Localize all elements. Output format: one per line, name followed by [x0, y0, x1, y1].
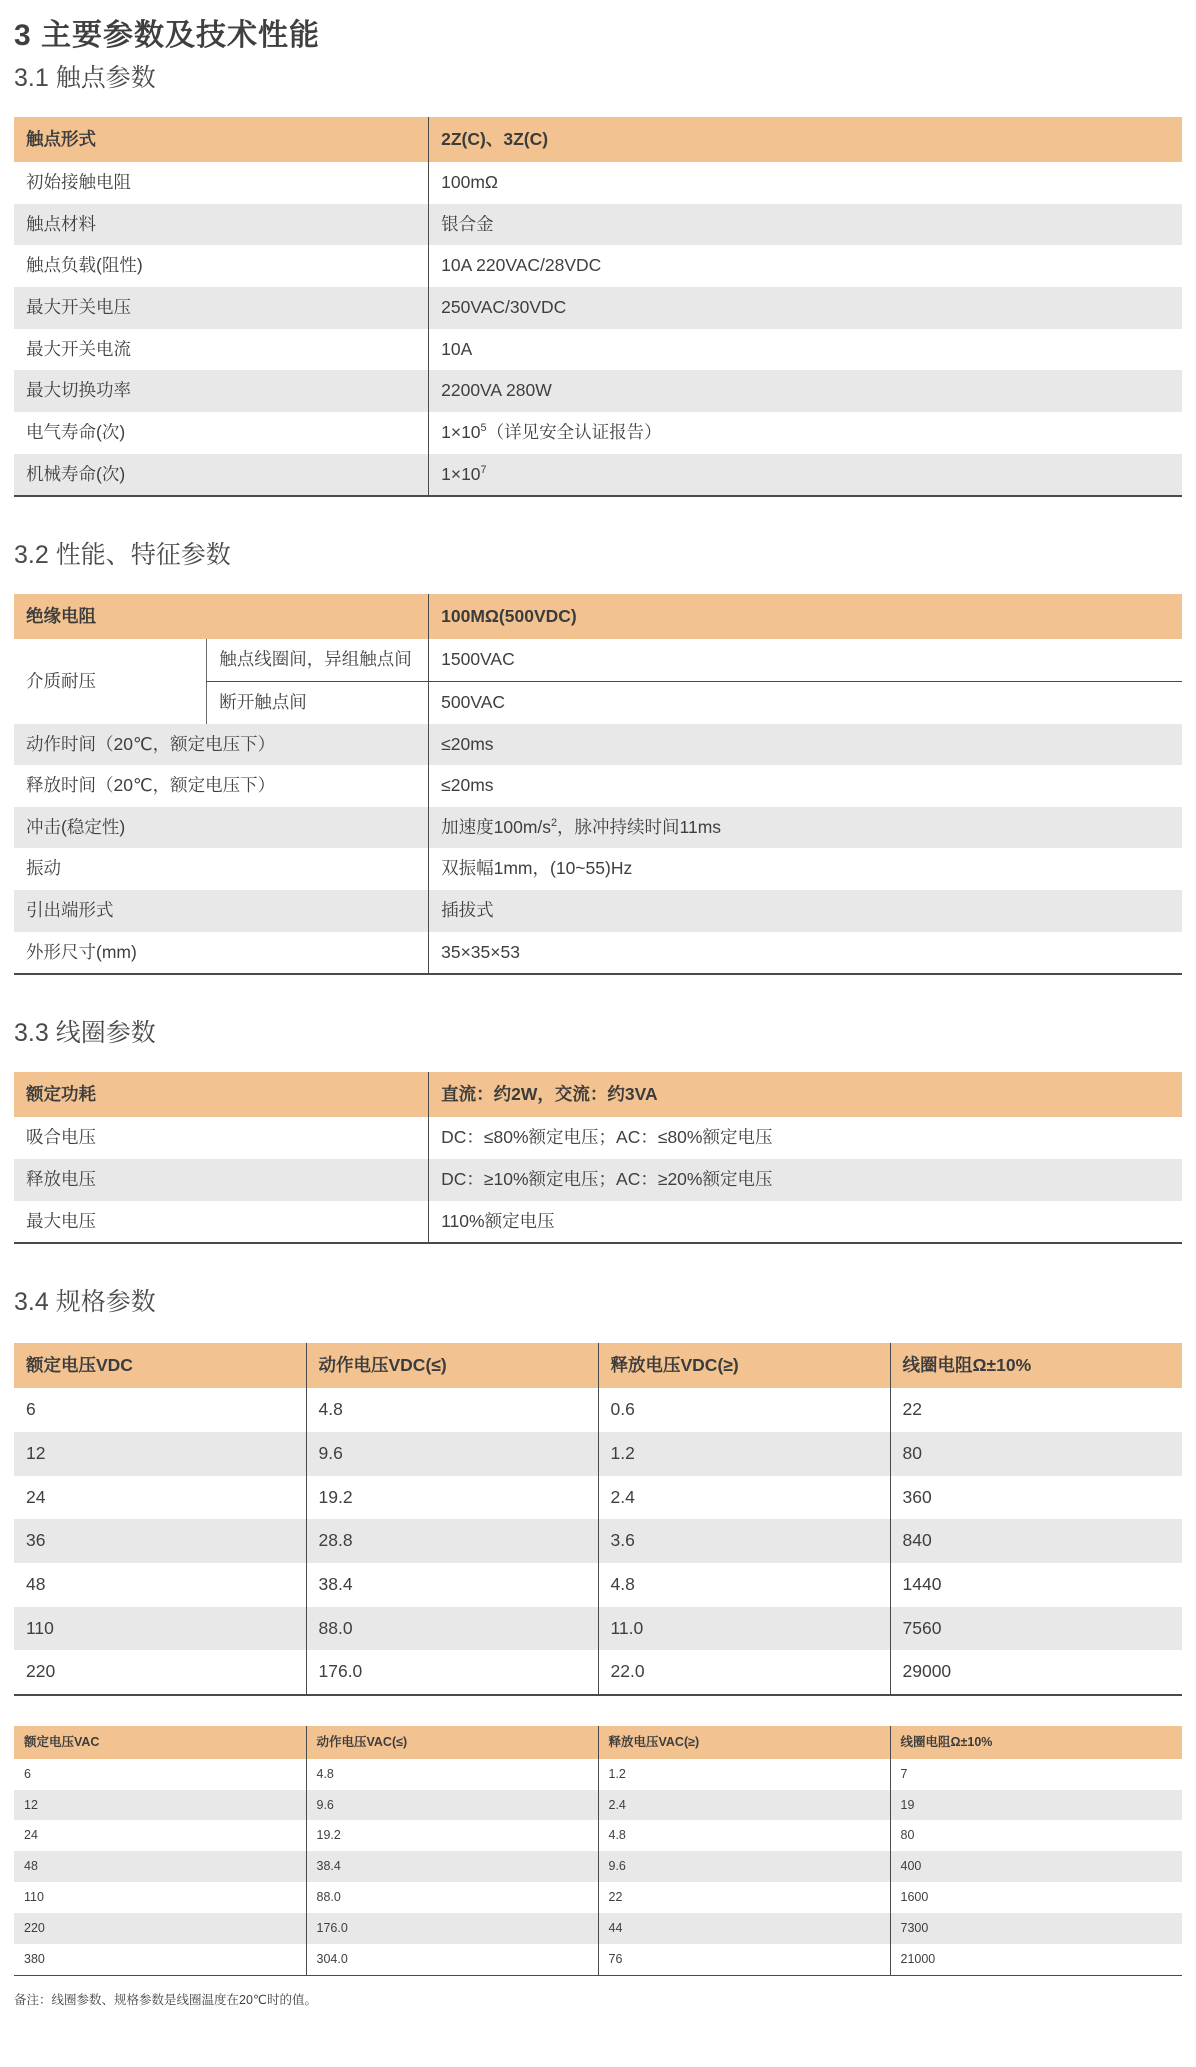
- table-cell: 9.6: [306, 1790, 598, 1821]
- table-cell: 176.0: [306, 1650, 598, 1695]
- table-header-row: [14, 1072, 1182, 1118]
- row-value: 110%额定电压: [429, 1201, 1182, 1244]
- table-row: [14, 724, 1182, 766]
- table-row: [14, 1201, 1182, 1244]
- table-cell: 3.6: [598, 1519, 890, 1563]
- table-row: [14, 370, 1182, 412]
- table-row: [14, 245, 1182, 287]
- row-label: 最大开关电压: [14, 287, 429, 329]
- row-label: 最大电压: [14, 1201, 429, 1244]
- table-row: [14, 454, 1182, 497]
- table-cell: 76: [598, 1944, 890, 1975]
- table-cell: 840: [890, 1519, 1182, 1563]
- table-header-row: [14, 117, 1182, 163]
- table-cell: 80: [890, 1820, 1182, 1851]
- row-value: $1\times 10^5$（详见安全认证报告）: [429, 412, 1182, 454]
- row-label: 初始接触电阻: [14, 162, 429, 204]
- table-cell: 9.6: [598, 1851, 890, 1882]
- table-cell: 28.8: [306, 1519, 598, 1563]
- row-label: 释放电压: [14, 1159, 429, 1201]
- table-cell: 7560: [890, 1607, 1182, 1651]
- column-header: 线圈电阻Ω±10%: [890, 1726, 1182, 1759]
- row-value: 10A: [429, 329, 1182, 371]
- table-row: [14, 1913, 1182, 1944]
- column-header: 线圈电阻Ω±10%: [890, 1343, 1182, 1389]
- table-cell: 38.4: [306, 1851, 598, 1882]
- table-row: [14, 807, 1182, 849]
- row-value: 插拔式: [429, 890, 1182, 932]
- table-row: [14, 848, 1182, 890]
- table-cell: 220: [14, 1913, 306, 1944]
- table-cell: 38.4: [306, 1563, 598, 1607]
- table-cell: 0.6: [598, 1388, 890, 1432]
- row-label-dielectric-strength: 介质耐压: [14, 639, 207, 723]
- column-header: 额定电压VAC: [14, 1726, 306, 1759]
- coil-parameters-table: [14, 1072, 1182, 1245]
- section-title-3-2: 3.2 性能、特征参数: [14, 541, 231, 570]
- table-row: [14, 162, 1182, 204]
- superscript-exponent: 5: [480, 422, 487, 435]
- row-value: 加速度$100m/s^2$，脉冲持续时间11ms: [429, 807, 1182, 849]
- section-title-3-3: 3.3 线圈参数: [14, 1019, 156, 1048]
- row-value: DC：≤80%额定电压；AC：≤80%额定电压: [429, 1117, 1182, 1159]
- table-cell: 12: [14, 1790, 306, 1821]
- table-cell: 6: [14, 1388, 306, 1432]
- table-row: [14, 1563, 1182, 1607]
- document-page: [0, 10, 1196, 2009]
- row-label: 最大切换功率: [14, 370, 429, 412]
- table-row: [14, 1476, 1182, 1520]
- table-row: [14, 1882, 1182, 1913]
- table-row: [14, 329, 1182, 371]
- row-value: ≤20ms: [429, 724, 1182, 766]
- table-row: [14, 1820, 1182, 1851]
- row-label: 触点材料: [14, 204, 429, 246]
- table-cell: 22: [890, 1388, 1182, 1432]
- table-row: [14, 1650, 1182, 1695]
- table-cell: 380: [14, 1944, 306, 1975]
- header-rated-power-value: 直流：约2W，交流：约3VA: [429, 1072, 1182, 1118]
- row-value: $1\times 10^7$: [429, 454, 1182, 497]
- header-insulation-resistance: 绝缘电阻: [14, 594, 429, 640]
- row-value: 双振幅1mm，(10~55)Hz: [429, 848, 1182, 890]
- table-row: [14, 1519, 1182, 1563]
- table-cell: 6: [14, 1759, 306, 1790]
- table-cell: 19.2: [306, 1476, 598, 1520]
- table-cell: 48: [14, 1563, 306, 1607]
- table-row: [14, 765, 1182, 807]
- dc-specification-table: [14, 1343, 1182, 1696]
- row-label: 外形尺寸(mm): [14, 932, 429, 975]
- table-cell: 44: [598, 1913, 890, 1944]
- table-cell: 9.6: [306, 1432, 598, 1476]
- table-cell: 88.0: [306, 1607, 598, 1651]
- table-cell: 2.4: [598, 1790, 890, 1821]
- table-cell: 19: [890, 1790, 1182, 1821]
- table-cell: 22: [598, 1882, 890, 1913]
- table-row: [14, 1790, 1182, 1821]
- table-cell: 4.8: [598, 1563, 890, 1607]
- section-title-3-1: 3.1 触点参数: [14, 64, 156, 92]
- table-cell: 29000: [890, 1650, 1182, 1695]
- sub-row-label: 触点线圈间，异组触点间: [207, 639, 429, 681]
- table-cell: 80: [890, 1432, 1182, 1476]
- page-title: 3 主要参数及技术性能: [14, 19, 321, 52]
- table-row: [14, 1944, 1182, 1975]
- table-cell: 4.8: [598, 1820, 890, 1851]
- row-label: 冲击(稳定性): [14, 807, 429, 849]
- table-cell: 19.2: [306, 1820, 598, 1851]
- row-label: 振动: [14, 848, 429, 890]
- table-header-row: [14, 1343, 1182, 1389]
- row-value: 10A 220VAC/28VDC: [429, 245, 1182, 287]
- table-cell: 220: [14, 1650, 306, 1695]
- table-cell: 24: [14, 1820, 306, 1851]
- table-cell: 21000: [890, 1944, 1182, 1975]
- sub-row-label: 断开触点间: [207, 681, 429, 723]
- column-header: 动作电压VDC(≤): [306, 1343, 598, 1389]
- table-cell: 304.0: [306, 1944, 598, 1975]
- table-row: [14, 639, 1182, 681]
- table-row: [14, 890, 1182, 932]
- table-row: [14, 1117, 1182, 1159]
- table-row: [14, 1759, 1182, 1790]
- table-cell: 2.4: [598, 1476, 890, 1520]
- performance-parameters-table: [14, 594, 1182, 976]
- table-cell: 12: [14, 1432, 306, 1476]
- table-cell: 1.2: [598, 1759, 890, 1790]
- table-row: [14, 1607, 1182, 1651]
- table-cell: 1440: [890, 1563, 1182, 1607]
- footnote: 备注：线圈参数、规格参数是线圈温度在20℃时的值。: [14, 1992, 317, 2007]
- table-cell: 88.0: [306, 1882, 598, 1913]
- table-cell: 7300: [890, 1913, 1182, 1944]
- table-cell: 22.0: [598, 1650, 890, 1695]
- row-value: 100mΩ: [429, 162, 1182, 204]
- section-title-3-4: 3.4 规格参数: [14, 1288, 156, 1317]
- table-cell: 36: [14, 1519, 306, 1563]
- header-rated-power: 额定功耗: [14, 1072, 429, 1118]
- row-label: 机械寿命(次): [14, 454, 429, 497]
- table-cell: 110: [14, 1607, 306, 1651]
- table-cell: 1600: [890, 1882, 1182, 1913]
- contact-parameters-table: [14, 117, 1182, 498]
- table-header-row: [14, 1726, 1182, 1759]
- table-cell: 11.0: [598, 1607, 890, 1651]
- superscript-exponent: 2: [551, 816, 558, 829]
- table-row: [14, 1159, 1182, 1201]
- superscript-exponent: 7: [480, 463, 487, 476]
- row-label: 释放时间（20℃，额定电压下）: [14, 765, 429, 807]
- table-row: [14, 287, 1182, 329]
- table-cell: 4.8: [306, 1759, 598, 1790]
- row-value: 2200VA 280W: [429, 370, 1182, 412]
- table-row: [14, 1851, 1182, 1882]
- header-contact-form-value: 2Z(C)、3Z(C): [429, 117, 1182, 163]
- row-label: 引出端形式: [14, 890, 429, 932]
- column-header: 释放电压VAC(≥): [598, 1726, 890, 1759]
- row-value: ≤20ms: [429, 765, 1182, 807]
- table-cell: 4.8: [306, 1388, 598, 1432]
- row-label: 电气寿命(次): [14, 412, 429, 454]
- row-value: 250VAC/30VDC: [429, 287, 1182, 329]
- table-cell: 7: [890, 1759, 1182, 1790]
- row-label: 吸合电压: [14, 1117, 429, 1159]
- ac-specification-table: [14, 1726, 1182, 1976]
- column-header: 释放电压VDC(≥): [598, 1343, 890, 1389]
- row-value: 35×35×53: [429, 932, 1182, 975]
- table-row: [14, 204, 1182, 246]
- table-cell: 1.2: [598, 1432, 890, 1476]
- table-cell: 176.0: [306, 1913, 598, 1944]
- table-row: [14, 1388, 1182, 1432]
- row-value: DC：≥10%额定电压；AC：≥20%额定电压: [429, 1159, 1182, 1201]
- header-insulation-resistance-value: 100MΩ(500VDC): [429, 594, 1182, 640]
- sub-row-value: 500VAC: [429, 681, 1182, 723]
- table-cell: 360: [890, 1476, 1182, 1520]
- table-header-row: [14, 594, 1182, 640]
- row-value: 银合金: [429, 204, 1182, 246]
- table-cell: 110: [14, 1882, 306, 1913]
- table-cell: 48: [14, 1851, 306, 1882]
- column-header: 动作电压VAC(≤): [306, 1726, 598, 1759]
- header-contact-form: 触点形式: [14, 117, 429, 163]
- table-row: [14, 932, 1182, 975]
- column-header: 额定电压VDC: [14, 1343, 306, 1389]
- table-cell: 400: [890, 1851, 1182, 1882]
- table-cell: 24: [14, 1476, 306, 1520]
- sub-row-value: 1500VAC: [429, 639, 1182, 681]
- row-label: 触点负载(阻性): [14, 245, 429, 287]
- table-row: [14, 1432, 1182, 1476]
- row-label: 动作时间（20℃，额定电压下）: [14, 724, 429, 766]
- table-row: [14, 412, 1182, 454]
- row-label: 最大开关电流: [14, 329, 429, 371]
